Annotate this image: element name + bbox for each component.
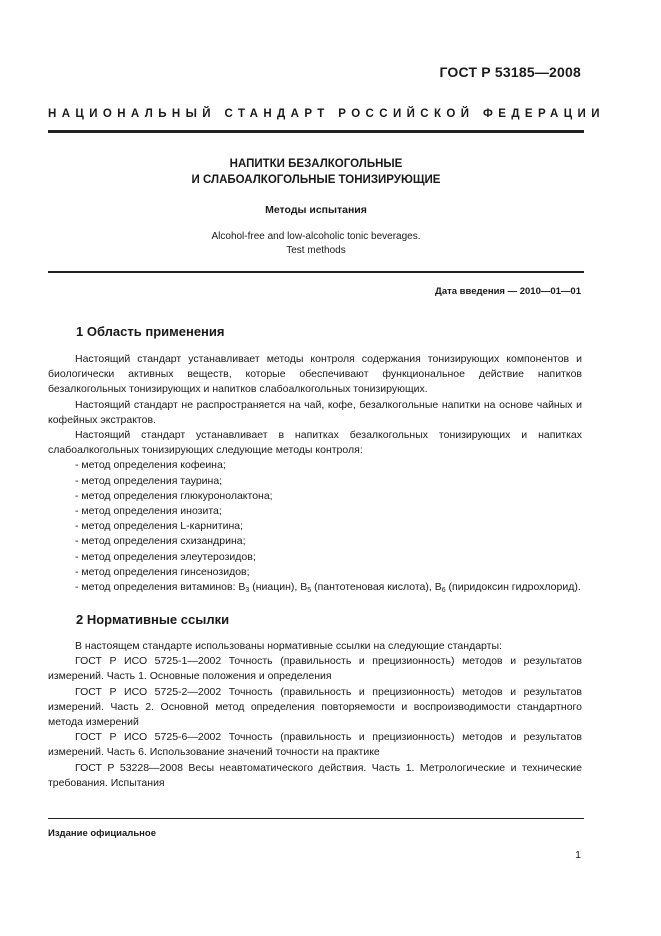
english-title bbox=[48, 230, 584, 258]
list-item: - метод определения глюкуронолактона; bbox=[75, 489, 273, 502]
standard-number: ГОСТ Р 53185—2008 bbox=[439, 64, 581, 80]
section-1-paragraph-1: Настоящий стандарт устанавливает методы контроля содержания тонизирующих компонентов и биологически активных веществ, которые обеспечивают функциональное действие напитков безалкогольных тонизирующих и напитков слабоалкогольных тонизирующих. bbox=[48, 353, 582, 396]
reference-item: ГОСТ Р ИСО 5725-1—2002 Точность (правильность и прецизионность) методов и результатов измерений. Часть 1. Основные положения и определения bbox=[48, 655, 582, 683]
page-number: 1 bbox=[575, 849, 581, 861]
list-item: - метод определения L-карнитина; bbox=[75, 520, 244, 533]
title-rule bbox=[48, 271, 584, 273]
document-subtitle: Методы испытания bbox=[265, 204, 367, 216]
section-2-intro: В настоящем стандарте использованы нормативные ссылки на следующие стандарты: bbox=[75, 640, 502, 652]
english-title-line-1: Alcohol-free and low-alcoholic tonic beverages. bbox=[211, 231, 421, 242]
title-line-1: НАПИТКИ БЕЗАЛКОГОЛЬНЫЕ bbox=[229, 158, 403, 170]
section-2-body bbox=[48, 639, 582, 791]
edition-note: Издание официальное bbox=[48, 828, 156, 839]
list-item: - метод определения элеутерозидов; bbox=[75, 550, 256, 563]
reference-item: ГОСТ Р ИСО 5725-2—2002 Точность (правильность и прецизионность) методов и результатов измерений. Часть 2. Основной метод определения повторяемости и воспроизводимости стандартного метода измерений bbox=[48, 685, 582, 729]
introduction-date: Дата введения — 2010—01—01 bbox=[435, 286, 581, 297]
list-item: - метод определения кофеина; bbox=[75, 459, 226, 472]
english-title-line-2: Test methods bbox=[286, 245, 346, 256]
reference-item: ГОСТ Р ИСО 5725-6—2002 Точность (правильность и прецизионность) методов и результатов измерений. Часть 6. Использование значений точности на практике bbox=[48, 731, 582, 759]
title-line-2: И СЛАБОАЛКОГОЛЬНЫЕ ТОНИЗИРУЮЩИЕ bbox=[191, 174, 441, 186]
section-1-heading: 1 Область применения bbox=[76, 324, 225, 339]
footer-rule bbox=[48, 818, 584, 819]
document-title bbox=[48, 156, 584, 188]
list-item-vitamins: - метод определения витаминов: $B_3$ (ниацин), $B_5$ (пантотеновая кислота), $B_6$ (пиридоксин гидрохлорид). bbox=[75, 581, 581, 595]
header-rule bbox=[48, 130, 584, 133]
section-1-paragraph-3: Настоящий стандарт устанавливает в напитках безалкогольных тонизирующих и напитках слабоалкогольных тонизирующих следующие методы контроля: bbox=[48, 429, 582, 457]
section-1-paragraph-2: Настоящий стандарт не распространяется на чай, кофе, безалкогольные напитки на основе чайных и кофейных экстрактов. bbox=[48, 398, 582, 426]
section-2-heading: 2 Нормативные ссылки bbox=[76, 612, 230, 627]
list-item: - метод определения гинсенозидов; bbox=[75, 565, 250, 578]
reference-item: ГОСТ Р 53228—2008 Весы неавтоматического действия. Часть 1. Метрологические и технические требования. Испытания bbox=[48, 761, 582, 789]
list-item: - метод определения таурина; bbox=[75, 474, 223, 487]
list-item: - метод определения инозита; bbox=[75, 505, 222, 518]
list-item: - метод определения схизандрина; bbox=[75, 535, 246, 548]
national-standard-banner: НАЦИОНАЛЬНЫЙ СТАНДАРТ РОССИЙСКОЙ ФЕДЕРАЦИИ bbox=[48, 108, 605, 120]
section-1-body bbox=[48, 352, 582, 595]
